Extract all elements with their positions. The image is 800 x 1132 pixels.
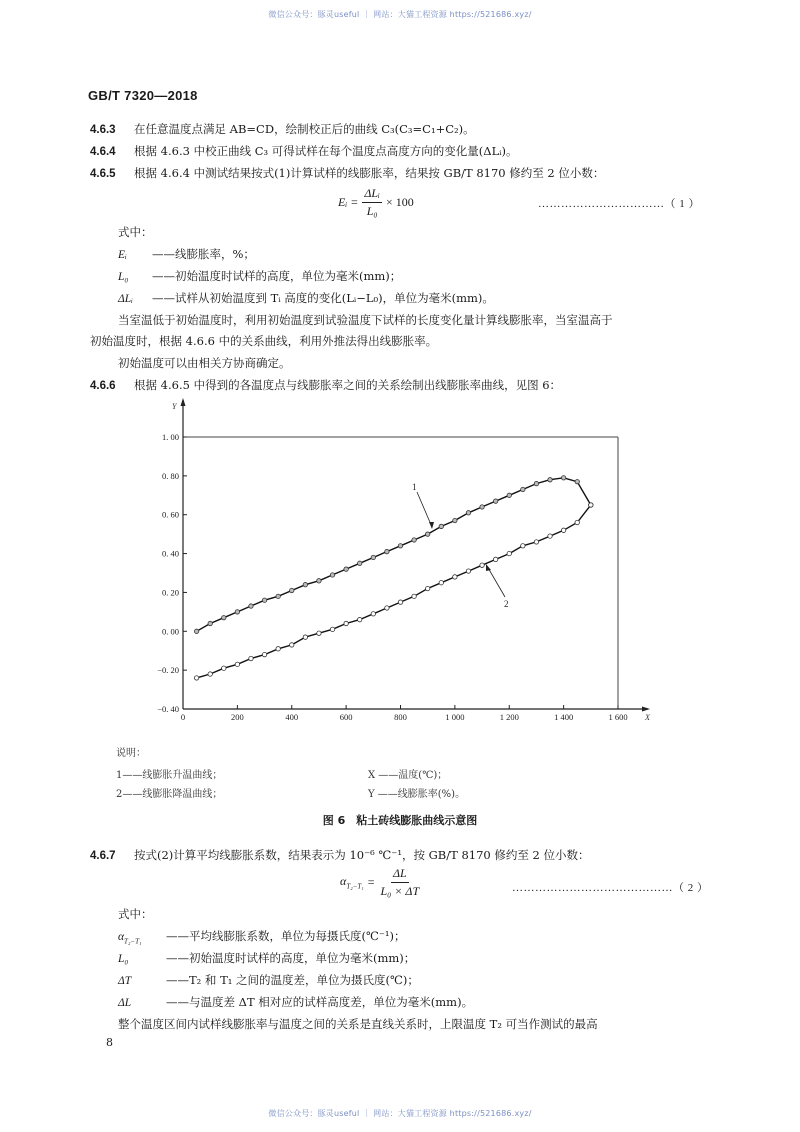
data-point-marker	[439, 581, 443, 585]
data-point-marker	[453, 575, 457, 579]
alpha-symbol: α	[340, 874, 347, 889]
data-point-marker	[194, 676, 198, 680]
heating-curve	[197, 478, 591, 632]
alpha-subscript: T₂−T₁	[124, 937, 142, 946]
numerator: ΔLᵢ	[362, 186, 382, 203]
data-point-marker	[439, 524, 443, 528]
y-axis-letter: Y	[172, 402, 177, 411]
callout-2-arrow-icon	[486, 564, 491, 571]
clause-text: 在任意温度点满足 AB=CD，绘制校正后的曲线 C₃(C₃=C₁+C₂)。	[134, 122, 475, 136]
data-point-marker	[521, 544, 525, 548]
alpha-subscript: T₂−T₁	[346, 882, 364, 891]
x-tick-label: 800	[394, 712, 407, 722]
callout-2-label: 2	[504, 599, 509, 609]
legend-item-cooling: 2——线膨胀降温曲线；	[116, 789, 223, 800]
legend-item-heating: 1——线膨胀升温曲线；	[116, 770, 223, 781]
data-point-marker	[290, 643, 294, 647]
data-point-marker	[249, 656, 253, 660]
data-point-marker	[548, 478, 552, 482]
data-point-marker	[412, 538, 416, 542]
data-point-marker	[303, 582, 307, 586]
clause-text: 根据 4.6.3 中校正曲线 C₃ 可得试样在每个温度点高度方向的变化量(ΔLᵢ)。	[134, 144, 518, 158]
data-point-marker	[507, 493, 511, 497]
where-item	[118, 994, 473, 1011]
x-tick-label: 1 000	[445, 712, 465, 722]
data-point-marker	[249, 604, 253, 608]
data-point-marker	[425, 586, 429, 590]
description: ——T₂ 和 T₁ 之间的温度差，单位为摄氏度(℃)；	[166, 973, 419, 987]
denominator: L₀ × ΔT	[380, 884, 420, 898]
paragraph-line: 初始温度时，根据 4.6.6 中的关系曲线，利用外推法得出线膨胀率。	[90, 334, 438, 348]
data-point-marker	[222, 615, 226, 619]
data-point-marker	[208, 621, 212, 625]
watermark-bottom: 微信公众号：豚灵useful ｜ 网站：大猫工程资源 https://521686.xyz/	[268, 1109, 532, 1118]
data-point-marker	[561, 476, 565, 480]
x-tick-label: 200	[231, 712, 244, 722]
data-point-marker	[534, 540, 538, 544]
clause-number: 4.6.4	[90, 146, 116, 158]
description: ——与温度差 ΔT 相对应的试样高度差，单位为毫米(mm)。	[166, 995, 474, 1009]
standard-code: GB/T 7320—2018	[88, 88, 198, 103]
y-tick-label: 0. 60	[162, 509, 179, 520]
data-point-marker	[466, 569, 470, 573]
equation-number-2: ……………………………………（ 2 ）	[512, 882, 709, 894]
data-point-marker	[235, 662, 239, 666]
watermark-top: 微信公众号：豚灵useful ｜ 网站：大猫工程资源 https://521686.xyz/	[268, 10, 532, 19]
data-point-marker	[317, 631, 321, 635]
data-point-marker	[208, 672, 212, 676]
data-point-marker	[548, 534, 552, 538]
chart-axes	[157, 398, 651, 722]
clause-number: 4.6.7	[90, 850, 116, 862]
data-point-marker	[222, 666, 226, 670]
clause-number: 4.6.6	[90, 380, 116, 392]
data-point-marker	[317, 579, 321, 583]
data-point-marker	[290, 588, 294, 592]
data-point-marker	[589, 503, 593, 507]
data-point-marker	[303, 635, 307, 639]
y-tick-label: 0. 00	[162, 626, 179, 637]
x-tick-label: 600	[339, 712, 353, 722]
data-point-marker	[561, 528, 565, 532]
data-point-marker	[276, 594, 280, 598]
data-point-marker	[480, 505, 484, 509]
description: ——试样从初始温度到 Tᵢ 高度的变化(Lᵢ−L₀)，单位为毫米(mm)。	[152, 291, 494, 305]
data-point-marker	[358, 617, 362, 621]
alpha-symbol: α	[118, 931, 125, 943]
legend-item-x: X ——温度(℃)；	[368, 770, 448, 781]
legend-item-y: Y ——线膨胀率(%)。	[368, 789, 466, 800]
clause-text: 根据 4.6.4 中测试结果按式(1)计算试样的线膨胀率，结果按 GB/T 8170 修约至 2 位小数：	[134, 166, 605, 180]
data-point-marker	[344, 621, 348, 625]
data-point-marker	[344, 567, 348, 571]
y-tick-label: 1. 00	[162, 432, 179, 442]
callout-1-arrow-icon	[429, 522, 434, 529]
formula-tail: × 100	[385, 195, 414, 209]
description: ——初始温度时试样的高度，单位为毫米(mm)；	[166, 951, 416, 965]
callout-2-leader	[487, 566, 505, 597]
clause-number: 4.6.3	[90, 124, 116, 136]
data-point-marker	[262, 598, 266, 602]
figure-caption: 图 6 粘土砖线膨胀曲线示意图	[322, 814, 478, 827]
callout-1-leader	[417, 492, 432, 527]
data-point-marker	[575, 479, 579, 483]
paragraph-line: 整个温度区间内试样线膨胀率与温度之间的关系是直线关系时，上限温度 T₂ 可当作测试的最高	[118, 1017, 598, 1031]
data-point-marker	[385, 606, 389, 610]
x-axis-letter: X	[645, 713, 650, 722]
y-tick-label: −0. 20	[157, 665, 179, 676]
data-point-marker	[371, 555, 375, 559]
description: ——线膨胀率，%；	[152, 247, 255, 261]
y-axis-arrow-icon	[181, 398, 186, 406]
data-point-marker	[575, 520, 579, 524]
symbol: ΔL	[118, 997, 132, 1009]
where-label: 式中：	[118, 907, 153, 921]
page-number: 8	[106, 1036, 113, 1049]
data-point-marker	[194, 629, 198, 633]
cooling-curve	[197, 505, 591, 678]
data-point-marker	[371, 612, 375, 616]
data-point-marker	[235, 610, 239, 614]
paragraph-line: 初始温度可以由相关方协商确定。	[118, 356, 291, 370]
legend-title: 说明：	[116, 748, 146, 759]
symbol: ΔLᵢ	[118, 293, 133, 305]
data-point-marker	[330, 573, 334, 577]
y-tick-label: 0. 80	[162, 470, 179, 481]
y-tick-label: 0. 40	[162, 548, 179, 559]
description: ——初始温度时试样的高度，单位为毫米(mm)；	[152, 269, 402, 283]
symbol: L₀	[118, 271, 129, 283]
data-point-marker	[453, 518, 457, 522]
data-point-marker	[493, 557, 497, 561]
where-label: 式中：	[118, 225, 153, 239]
data-point-marker	[425, 532, 429, 536]
data-point-marker	[507, 551, 511, 555]
symbol: Eᵢ	[118, 249, 127, 261]
data-point-marker	[385, 549, 389, 553]
equation-number-1: ……………………………（ 1 ）	[538, 198, 700, 210]
x-axis-arrow-icon	[642, 707, 650, 712]
equals-sign: =	[367, 875, 375, 889]
data-point-marker	[466, 511, 470, 515]
symbol	[118, 929, 166, 949]
data-point-marker	[412, 594, 416, 598]
y-tick-label: −0. 40	[157, 704, 179, 714]
data-point-marker	[276, 647, 280, 651]
symbol: L₀	[118, 953, 129, 965]
where-item	[118, 928, 406, 949]
data-point-marker	[398, 544, 402, 548]
clause-text: 根据 4.6.5 中得到的各温度点与线膨胀率之间的关系绘制出线膨胀率曲线，见图 6：	[134, 378, 562, 392]
clause-4-6-7	[90, 847, 590, 864]
fraction	[378, 866, 421, 899]
data-point-marker	[493, 499, 497, 503]
y-tick-label: 0. 20	[162, 587, 179, 598]
clause-number: 4.6.5	[90, 168, 116, 180]
x-tick-label: 400	[285, 712, 299, 722]
denominator: L₀	[366, 204, 378, 218]
data-point-marker	[521, 487, 525, 491]
x-tick-label: 1 200	[499, 712, 519, 722]
data-point-marker	[398, 600, 402, 604]
x-tick-label: 1 600	[608, 712, 628, 722]
x-tick-label: 1 400	[554, 712, 574, 722]
clause-text: 按式(2)计算平均线膨胀系数，结果表示为 10⁻⁶ ℃⁻¹，按 GB/T 8170 修约至 2 位小数：	[134, 848, 590, 862]
where-item	[118, 950, 415, 967]
paragraph-line: 当室温低于初始温度时，利用初始温度到试验温度下试样的长度变化量计算线膨胀率，当室温高于	[118, 313, 613, 327]
x-tick-label: 0	[180, 712, 186, 722]
data-point-marker	[330, 627, 334, 631]
data-point-marker	[358, 561, 362, 565]
formula-2	[340, 866, 425, 899]
numerator: ΔL	[391, 866, 409, 883]
callout-1-label: 1	[412, 482, 417, 492]
data-point-marker	[534, 481, 538, 485]
formula-lhs	[340, 874, 364, 890]
where-item	[118, 972, 419, 989]
formula-lhs: Eᵢ =	[338, 195, 359, 209]
symbol: ΔT	[118, 975, 132, 987]
data-point-marker	[480, 563, 484, 567]
data-point-marker	[262, 652, 266, 656]
description: ——平均线膨胀系数，单位为每摄氏度(℃⁻¹)；	[166, 929, 406, 943]
